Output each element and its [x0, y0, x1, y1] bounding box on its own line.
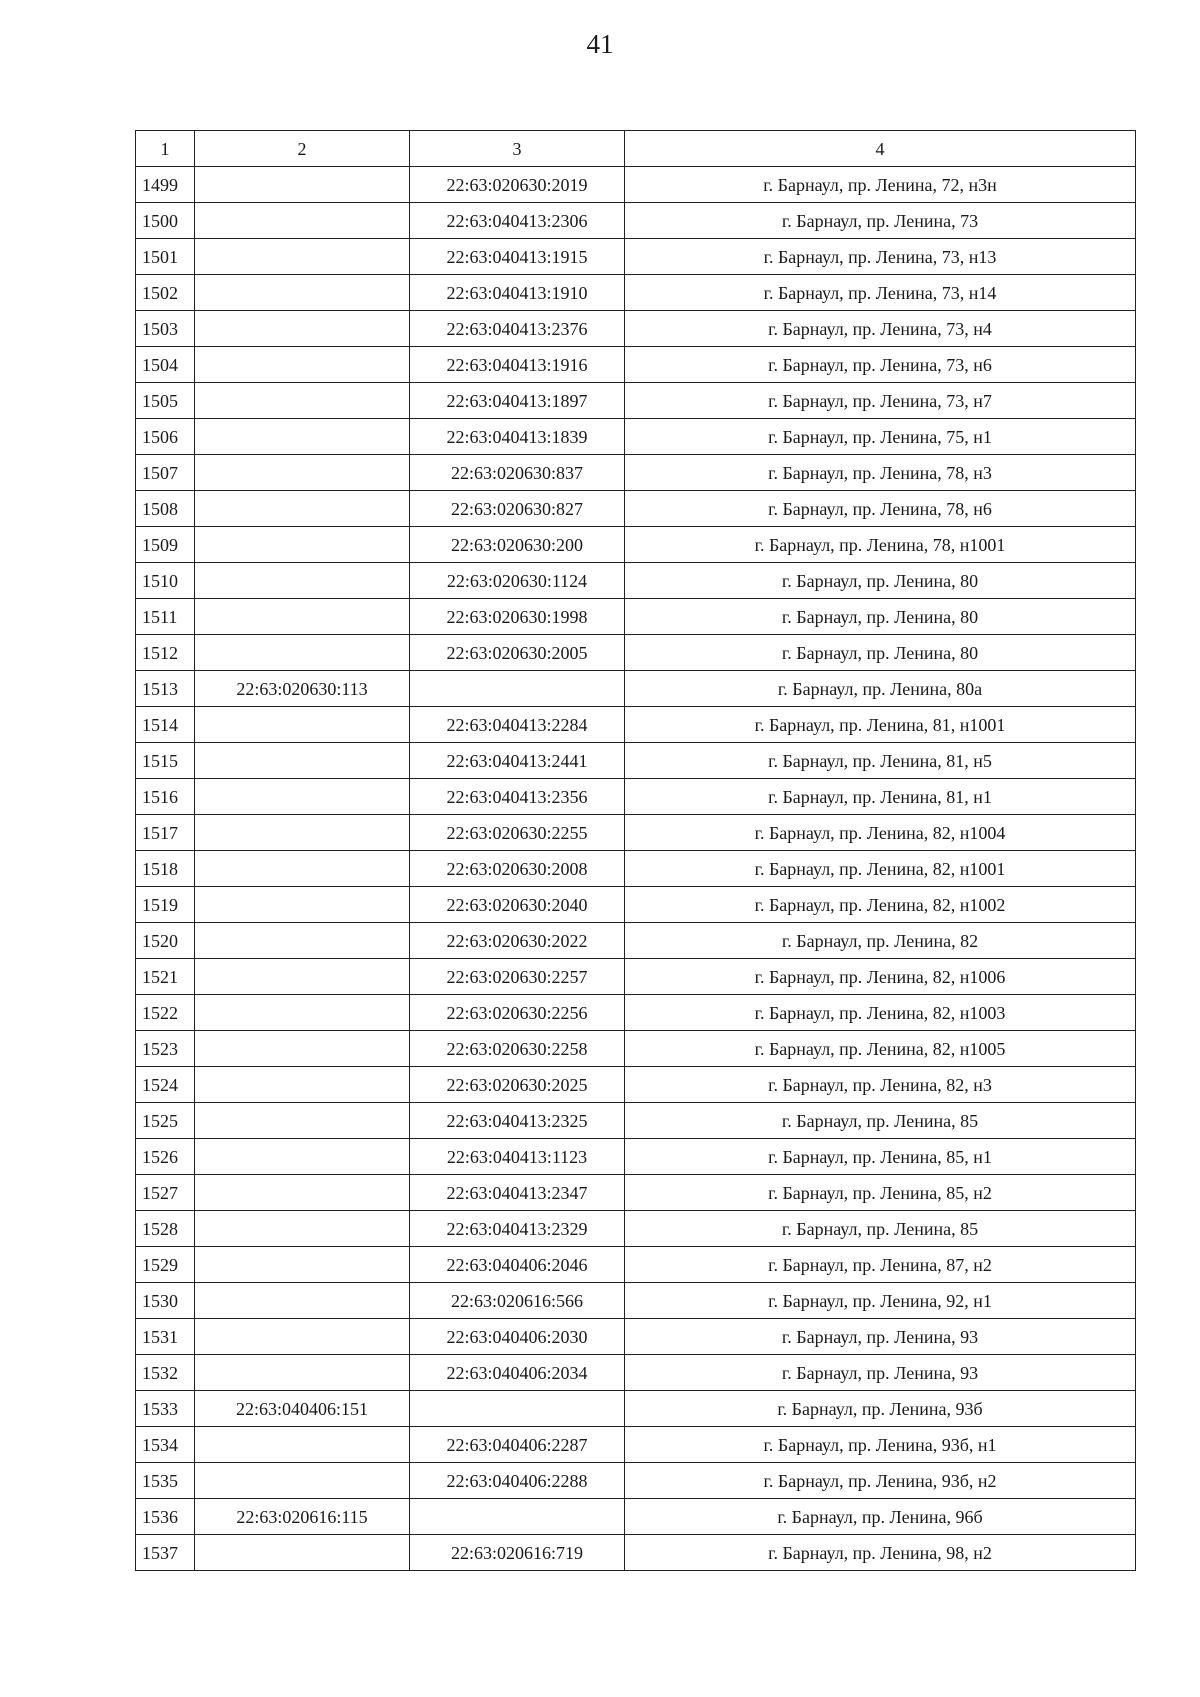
land-plot-cadastral-cell: 22:63:040406:151 [195, 1391, 410, 1427]
table-row [136, 1499, 1136, 1535]
table-row [136, 419, 1136, 455]
object-cadastral-cell: 22:63:020630:827 [410, 491, 625, 527]
address-cell: г. Барнаул, пр. Ленина, 80а [625, 671, 1136, 707]
land-plot-cadastral-cell [195, 1283, 410, 1319]
table-row [136, 383, 1136, 419]
table-row [136, 743, 1136, 779]
row-number-cell: 1534 [136, 1427, 195, 1463]
land-plot-cadastral-cell [195, 563, 410, 599]
address-cell: г. Барнаул, пр. Ленина, 73, н6 [625, 347, 1136, 383]
row-number-cell: 1531 [136, 1319, 195, 1355]
land-plot-cadastral-cell [195, 275, 410, 311]
address-cell: г. Барнаул, пр. Ленина, 82, н1005 [625, 1031, 1136, 1067]
address-cell: г. Барнаул, пр. Ленина, 73, н7 [625, 383, 1136, 419]
object-cadastral-cell: 22:63:040406:2046 [410, 1247, 625, 1283]
header-col-4: 4 [625, 131, 1136, 167]
address-cell: г. Барнаул, пр. Ленина, 73, н13 [625, 239, 1136, 275]
land-plot-cadastral-cell [195, 599, 410, 635]
table-row [136, 1139, 1136, 1175]
table-row [136, 563, 1136, 599]
address-cell: г. Барнаул, пр. Ленина, 87, н2 [625, 1247, 1136, 1283]
object-cadastral-cell: 22:63:040413:1123 [410, 1139, 625, 1175]
land-plot-cadastral-cell: 22:63:020630:113 [195, 671, 410, 707]
table-row [136, 779, 1136, 815]
object-cadastral-cell: 22:63:020630:2022 [410, 923, 625, 959]
header-col-3: 3 [410, 131, 625, 167]
row-number-cell: 1510 [136, 563, 195, 599]
address-cell: г. Барнаул, пр. Ленина, 82, н1004 [625, 815, 1136, 851]
table-body [136, 167, 1136, 1571]
table-row [136, 167, 1136, 203]
table-row [136, 923, 1136, 959]
address-cell: г. Барнаул, пр. Ленина, 81, н1001 [625, 707, 1136, 743]
object-cadastral-cell: 22:63:020630:2008 [410, 851, 625, 887]
address-cell: г. Барнаул, пр. Ленина, 73, н14 [625, 275, 1136, 311]
object-cadastral-cell: 22:63:040413:2329 [410, 1211, 625, 1247]
land-plot-cadastral-cell: 22:63:020616:115 [195, 1499, 410, 1535]
land-plot-cadastral-cell [195, 203, 410, 239]
table-row [136, 635, 1136, 671]
land-plot-cadastral-cell [195, 1139, 410, 1175]
table-row [136, 203, 1136, 239]
table-row [136, 959, 1136, 995]
row-number-cell: 1522 [136, 995, 195, 1031]
table-row [136, 1103, 1136, 1139]
row-number-cell: 1505 [136, 383, 195, 419]
object-cadastral-cell: 22:63:020630:1124 [410, 563, 625, 599]
row-number-cell: 1515 [136, 743, 195, 779]
row-number-cell: 1499 [136, 167, 195, 203]
land-plot-cadastral-cell [195, 1535, 410, 1571]
object-cadastral-cell: 22:63:040413:1897 [410, 383, 625, 419]
table-row [136, 1391, 1136, 1427]
object-cadastral-cell: 22:63:020630:2019 [410, 167, 625, 203]
address-cell: г. Барнаул, пр. Ленина, 93б, н1 [625, 1427, 1136, 1463]
object-cadastral-cell: 22:63:020630:2040 [410, 887, 625, 923]
object-cadastral-cell: 22:63:020630:2005 [410, 635, 625, 671]
row-number-cell: 1504 [136, 347, 195, 383]
land-plot-cadastral-cell [195, 923, 410, 959]
table-row [136, 1463, 1136, 1499]
address-cell: г. Барнаул, пр. Ленина, 73 [625, 203, 1136, 239]
table-row [136, 1067, 1136, 1103]
object-cadastral-cell: 22:63:040413:2306 [410, 203, 625, 239]
object-cadastral-cell: 22:63:040413:2441 [410, 743, 625, 779]
object-cadastral-cell [410, 1499, 625, 1535]
row-number-cell: 1506 [136, 419, 195, 455]
row-number-cell: 1537 [136, 1535, 195, 1571]
row-number-cell: 1503 [136, 311, 195, 347]
address-cell: г. Барнаул, пр. Ленина, 85, н2 [625, 1175, 1136, 1211]
address-cell: г. Барнаул, пр. Ленина, 80 [625, 599, 1136, 635]
address-cell: г. Барнаул, пр. Ленина, 78, н1001 [625, 527, 1136, 563]
land-plot-cadastral-cell [195, 1211, 410, 1247]
registry-table [135, 130, 1136, 1571]
land-plot-cadastral-cell [195, 779, 410, 815]
object-cadastral-cell: 22:63:020630:2257 [410, 959, 625, 995]
header-row [136, 131, 1136, 167]
table-row [136, 311, 1136, 347]
row-number-cell: 1508 [136, 491, 195, 527]
address-cell: г. Барнаул, пр. Ленина, 93 [625, 1355, 1136, 1391]
address-cell: г. Барнаул, пр. Ленина, 85, н1 [625, 1139, 1136, 1175]
header-col-2: 2 [195, 131, 410, 167]
row-number-cell: 1519 [136, 887, 195, 923]
object-cadastral-cell: 22:63:040406:2288 [410, 1463, 625, 1499]
object-cadastral-cell: 22:63:020630:837 [410, 455, 625, 491]
land-plot-cadastral-cell [195, 1427, 410, 1463]
row-number-cell: 1533 [136, 1391, 195, 1427]
land-plot-cadastral-cell [195, 167, 410, 203]
land-plot-cadastral-cell [195, 707, 410, 743]
table-row [136, 1211, 1136, 1247]
object-cadastral-cell: 22:63:040413:1910 [410, 275, 625, 311]
row-number-cell: 1529 [136, 1247, 195, 1283]
table-row [136, 671, 1136, 707]
table-header [136, 131, 1136, 167]
object-cadastral-cell: 22:63:020616:719 [410, 1535, 625, 1571]
address-cell: г. Барнаул, пр. Ленина, 78, н3 [625, 455, 1136, 491]
object-cadastral-cell: 22:63:020616:566 [410, 1283, 625, 1319]
land-plot-cadastral-cell [195, 1463, 410, 1499]
address-cell: г. Барнаул, пр. Ленина, 92, н1 [625, 1283, 1136, 1319]
address-cell: г. Барнаул, пр. Ленина, 80 [625, 635, 1136, 671]
table-row [136, 1283, 1136, 1319]
object-cadastral-cell: 22:63:040413:2356 [410, 779, 625, 815]
row-number-cell: 1526 [136, 1139, 195, 1175]
land-plot-cadastral-cell [195, 1067, 410, 1103]
address-cell: г. Барнаул, пр. Ленина, 85 [625, 1211, 1136, 1247]
land-plot-cadastral-cell [195, 743, 410, 779]
land-plot-cadastral-cell [195, 1031, 410, 1067]
address-cell: г. Барнаул, пр. Ленина, 82, н1002 [625, 887, 1136, 923]
table-row [136, 1175, 1136, 1211]
row-number-cell: 1518 [136, 851, 195, 887]
header-col-1: 1 [136, 131, 195, 167]
row-number-cell: 1536 [136, 1499, 195, 1535]
row-number-cell: 1509 [136, 527, 195, 563]
row-number-cell: 1523 [136, 1031, 195, 1067]
address-cell: г. Барнаул, пр. Ленина, 82, н1006 [625, 959, 1136, 995]
land-plot-cadastral-cell [195, 347, 410, 383]
object-cadastral-cell: 22:63:020630:200 [410, 527, 625, 563]
object-cadastral-cell: 22:63:040413:2376 [410, 311, 625, 347]
object-cadastral-cell: 22:63:020630:2258 [410, 1031, 625, 1067]
land-plot-cadastral-cell [195, 455, 410, 491]
land-plot-cadastral-cell [195, 815, 410, 851]
address-cell: г. Барнаул, пр. Ленина, 93б [625, 1391, 1136, 1427]
table-row [136, 815, 1136, 851]
row-number-cell: 1512 [136, 635, 195, 671]
address-cell: г. Барнаул, пр. Ленина, 81, н1 [625, 779, 1136, 815]
row-number-cell: 1525 [136, 1103, 195, 1139]
page-number: 41 [586, 29, 614, 59]
row-number-cell: 1527 [136, 1175, 195, 1211]
table-row [136, 851, 1136, 887]
object-cadastral-cell: 22:63:040406:2034 [410, 1355, 625, 1391]
object-cadastral-cell: 22:63:040413:1839 [410, 419, 625, 455]
row-number-cell: 1511 [136, 599, 195, 635]
address-cell: г. Барнаул, пр. Ленина, 82, н1001 [625, 851, 1136, 887]
row-number-cell: 1513 [136, 671, 195, 707]
object-cadastral-cell: 22:63:040413:1915 [410, 239, 625, 275]
address-cell: г. Барнаул, пр. Ленина, 72, н3н [625, 167, 1136, 203]
object-cadastral-cell: 22:63:040413:1916 [410, 347, 625, 383]
row-number-cell: 1528 [136, 1211, 195, 1247]
object-cadastral-cell: 22:63:040406:2030 [410, 1319, 625, 1355]
object-cadastral-cell: 22:63:020630:1998 [410, 599, 625, 635]
object-cadastral-cell: 22:63:040413:2325 [410, 1103, 625, 1139]
table-row [136, 707, 1136, 743]
land-plot-cadastral-cell [195, 1355, 410, 1391]
table-row [136, 347, 1136, 383]
table-row [136, 995, 1136, 1031]
address-cell: г. Барнаул, пр. Ленина, 82 [625, 923, 1136, 959]
address-cell: г. Барнаул, пр. Ленина, 81, н5 [625, 743, 1136, 779]
land-plot-cadastral-cell [195, 239, 410, 275]
table-row [136, 887, 1136, 923]
object-cadastral-cell: 22:63:040413:2347 [410, 1175, 625, 1211]
object-cadastral-cell: 22:63:020630:2255 [410, 815, 625, 851]
row-number-cell: 1517 [136, 815, 195, 851]
row-number-cell: 1521 [136, 959, 195, 995]
row-number-cell: 1500 [136, 203, 195, 239]
row-number-cell: 1501 [136, 239, 195, 275]
table-row [136, 1247, 1136, 1283]
address-cell: г. Барнаул, пр. Ленина, 82, н1003 [625, 995, 1136, 1031]
address-cell: г. Барнаул, пр. Ленина, 78, н6 [625, 491, 1136, 527]
table-row [136, 491, 1136, 527]
row-number-cell: 1514 [136, 707, 195, 743]
land-plot-cadastral-cell [195, 383, 410, 419]
row-number-cell: 1516 [136, 779, 195, 815]
table-row [136, 275, 1136, 311]
address-cell: г. Барнаул, пр. Ленина, 93б, н2 [625, 1463, 1136, 1499]
address-cell: г. Барнаул, пр. Ленина, 82, н3 [625, 1067, 1136, 1103]
address-cell: г. Барнаул, пр. Ленина, 75, н1 [625, 419, 1136, 455]
land-plot-cadastral-cell [195, 1247, 410, 1283]
row-number-cell: 1502 [136, 275, 195, 311]
table-row [136, 599, 1136, 635]
address-cell: г. Барнаул, пр. Ленина, 80 [625, 563, 1136, 599]
row-number-cell: 1520 [136, 923, 195, 959]
land-plot-cadastral-cell [195, 851, 410, 887]
object-cadastral-cell [410, 671, 625, 707]
object-cadastral-cell: 22:63:040406:2287 [410, 1427, 625, 1463]
table-row [136, 1535, 1136, 1571]
object-cadastral-cell: 22:63:020630:2025 [410, 1067, 625, 1103]
address-cell: г. Барнаул, пр. Ленина, 96б [625, 1499, 1136, 1535]
land-plot-cadastral-cell [195, 491, 410, 527]
land-plot-cadastral-cell [195, 995, 410, 1031]
object-cadastral-cell [410, 1391, 625, 1427]
row-number-cell: 1507 [136, 455, 195, 491]
land-plot-cadastral-cell [195, 527, 410, 563]
table-row [136, 1031, 1136, 1067]
table-row [136, 1355, 1136, 1391]
row-number-cell: 1530 [136, 1283, 195, 1319]
address-cell: г. Барнаул, пр. Ленина, 93 [625, 1319, 1136, 1355]
land-plot-cadastral-cell [195, 635, 410, 671]
land-plot-cadastral-cell [195, 419, 410, 455]
land-plot-cadastral-cell [195, 1175, 410, 1211]
address-cell: г. Барнаул, пр. Ленина, 98, н2 [625, 1535, 1136, 1571]
row-number-cell: 1524 [136, 1067, 195, 1103]
table-row [136, 239, 1136, 275]
address-cell: г. Барнаул, пр. Ленина, 85 [625, 1103, 1136, 1139]
object-cadastral-cell: 22:63:020630:2256 [410, 995, 625, 1031]
table-row [136, 1319, 1136, 1355]
land-plot-cadastral-cell [195, 311, 410, 347]
table-row [136, 1427, 1136, 1463]
table-row [136, 527, 1136, 563]
land-plot-cadastral-cell [195, 1103, 410, 1139]
land-plot-cadastral-cell [195, 887, 410, 923]
table-row [136, 455, 1136, 491]
land-plot-cadastral-cell [195, 959, 410, 995]
row-number-cell: 1535 [136, 1463, 195, 1499]
address-cell: г. Барнаул, пр. Ленина, 73, н4 [625, 311, 1136, 347]
land-plot-cadastral-cell [195, 1319, 410, 1355]
row-number-cell: 1532 [136, 1355, 195, 1391]
object-cadastral-cell: 22:63:040413:2284 [410, 707, 625, 743]
